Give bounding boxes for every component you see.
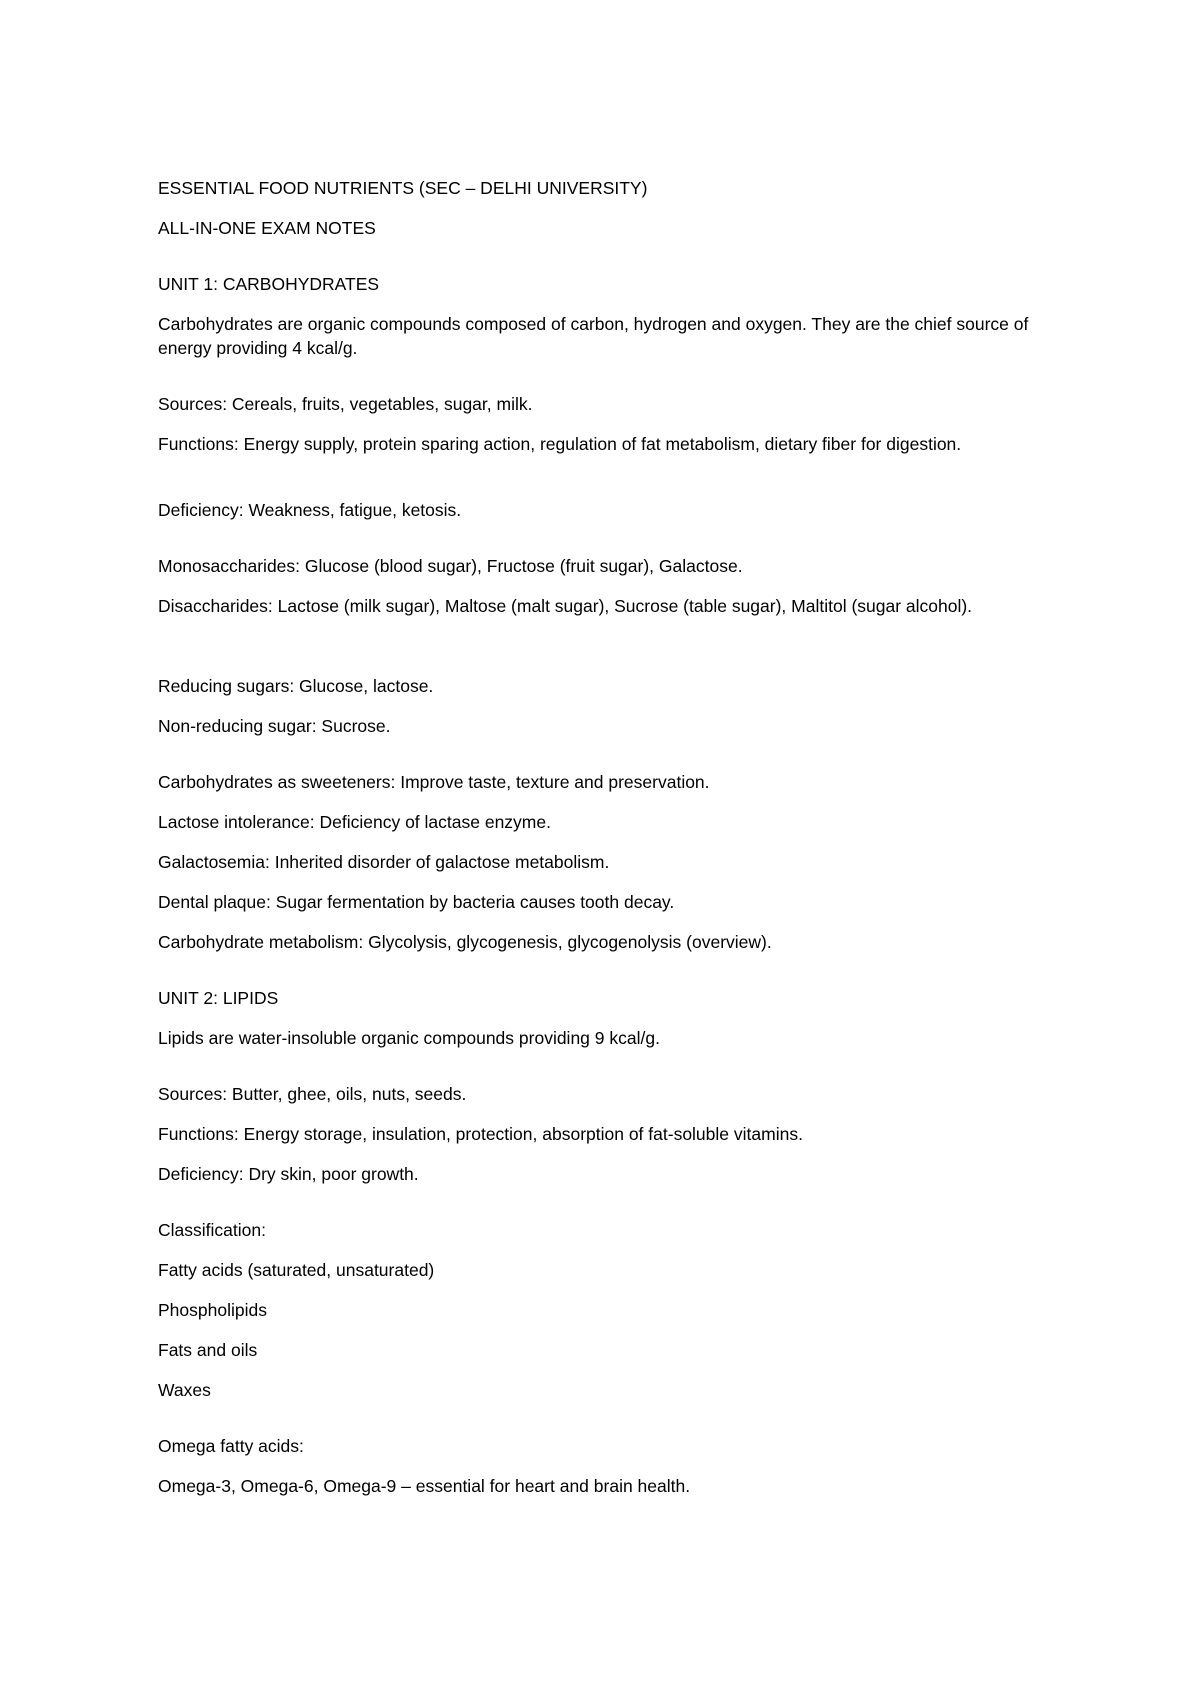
classification-item: Phospholipids	[158, 1300, 267, 1320]
classification-item: Fats and oils	[158, 1340, 258, 1360]
unit1-dental-plaque: Dental plaque: Sugar fermentation by bacteria causes tooth decay.	[158, 892, 675, 912]
unit1-lactose-intolerance: Lactose intolerance: Deficiency of lactase enzyme.	[158, 812, 551, 832]
unit1-metabolism: Carbohydrate metabolism: Glycolysis, glycogenesis, glycogenolysis (overview).	[158, 932, 772, 952]
unit2-classification-heading: Classification:	[158, 1220, 266, 1240]
unit1-functions: Functions: Energy supply, protein sparing action, regulation of fat metabolism, dietary fiber for digestion.	[158, 434, 962, 454]
unit2-sources: Sources: Butter, ghee, oils, nuts, seeds.	[158, 1084, 467, 1104]
unit1-heading: UNIT 1: CARBOHYDRATES	[158, 274, 380, 294]
unit1-reducing-sugars: Reducing sugars: Glucose, lactose.	[158, 676, 434, 696]
unit2-functions: Functions: Energy storage, insulation, protection, absorption of fat-soluble vitamins.	[158, 1124, 803, 1144]
unit2-deficiency: Deficiency: Dry skin, poor growth.	[158, 1164, 419, 1184]
unit1-intro: Carbohydrates are organic compounds composed of carbon, hydrogen and oxygen. They are the chief source of energy providing 4 kcal/g.	[158, 314, 1029, 358]
document-subtitle: ALL-IN-ONE EXAM NOTES	[158, 218, 376, 238]
unit2-omega-text: Omega-3, Omega-6, Omega-9 – essential for heart and brain health.	[158, 1476, 691, 1496]
unit1-galactosemia: Galactosemia: Inherited disorder of galactose metabolism.	[158, 852, 610, 872]
classification-item: Waxes	[158, 1380, 211, 1400]
classification-item: Fatty acids (saturated, unsaturated)	[158, 1260, 435, 1280]
unit1-monosaccharides: Monosaccharides: Glucose (blood sugar), Fructose (fruit sugar), Galactose.	[158, 556, 743, 576]
unit2-omega-heading: Omega fatty acids:	[158, 1436, 304, 1456]
document-title: ESSENTIAL FOOD NUTRIENTS (SEC – DELHI UNIVERSITY)	[158, 178, 648, 198]
unit1-disaccharides: Disaccharides: Lactose (milk sugar), Maltose (malt sugar), Sucrose (table sugar), Maltitol (sugar alcohol).	[158, 596, 973, 616]
unit1-sweeteners: Carbohydrates as sweeteners: Improve taste, texture and preservation.	[158, 772, 710, 792]
unit1-non-reducing-sugar: Non-reducing sugar: Sucrose.	[158, 716, 391, 736]
unit2-intro: Lipids are water-insoluble organic compounds providing 9 kcal/g.	[158, 1028, 660, 1048]
unit2-heading: UNIT 2: LIPIDS	[158, 988, 279, 1008]
unit1-sources: Sources: Cereals, fruits, vegetables, sugar, milk.	[158, 394, 533, 414]
unit1-deficiency: Deficiency: Weakness, fatigue, ketosis.	[158, 500, 462, 520]
